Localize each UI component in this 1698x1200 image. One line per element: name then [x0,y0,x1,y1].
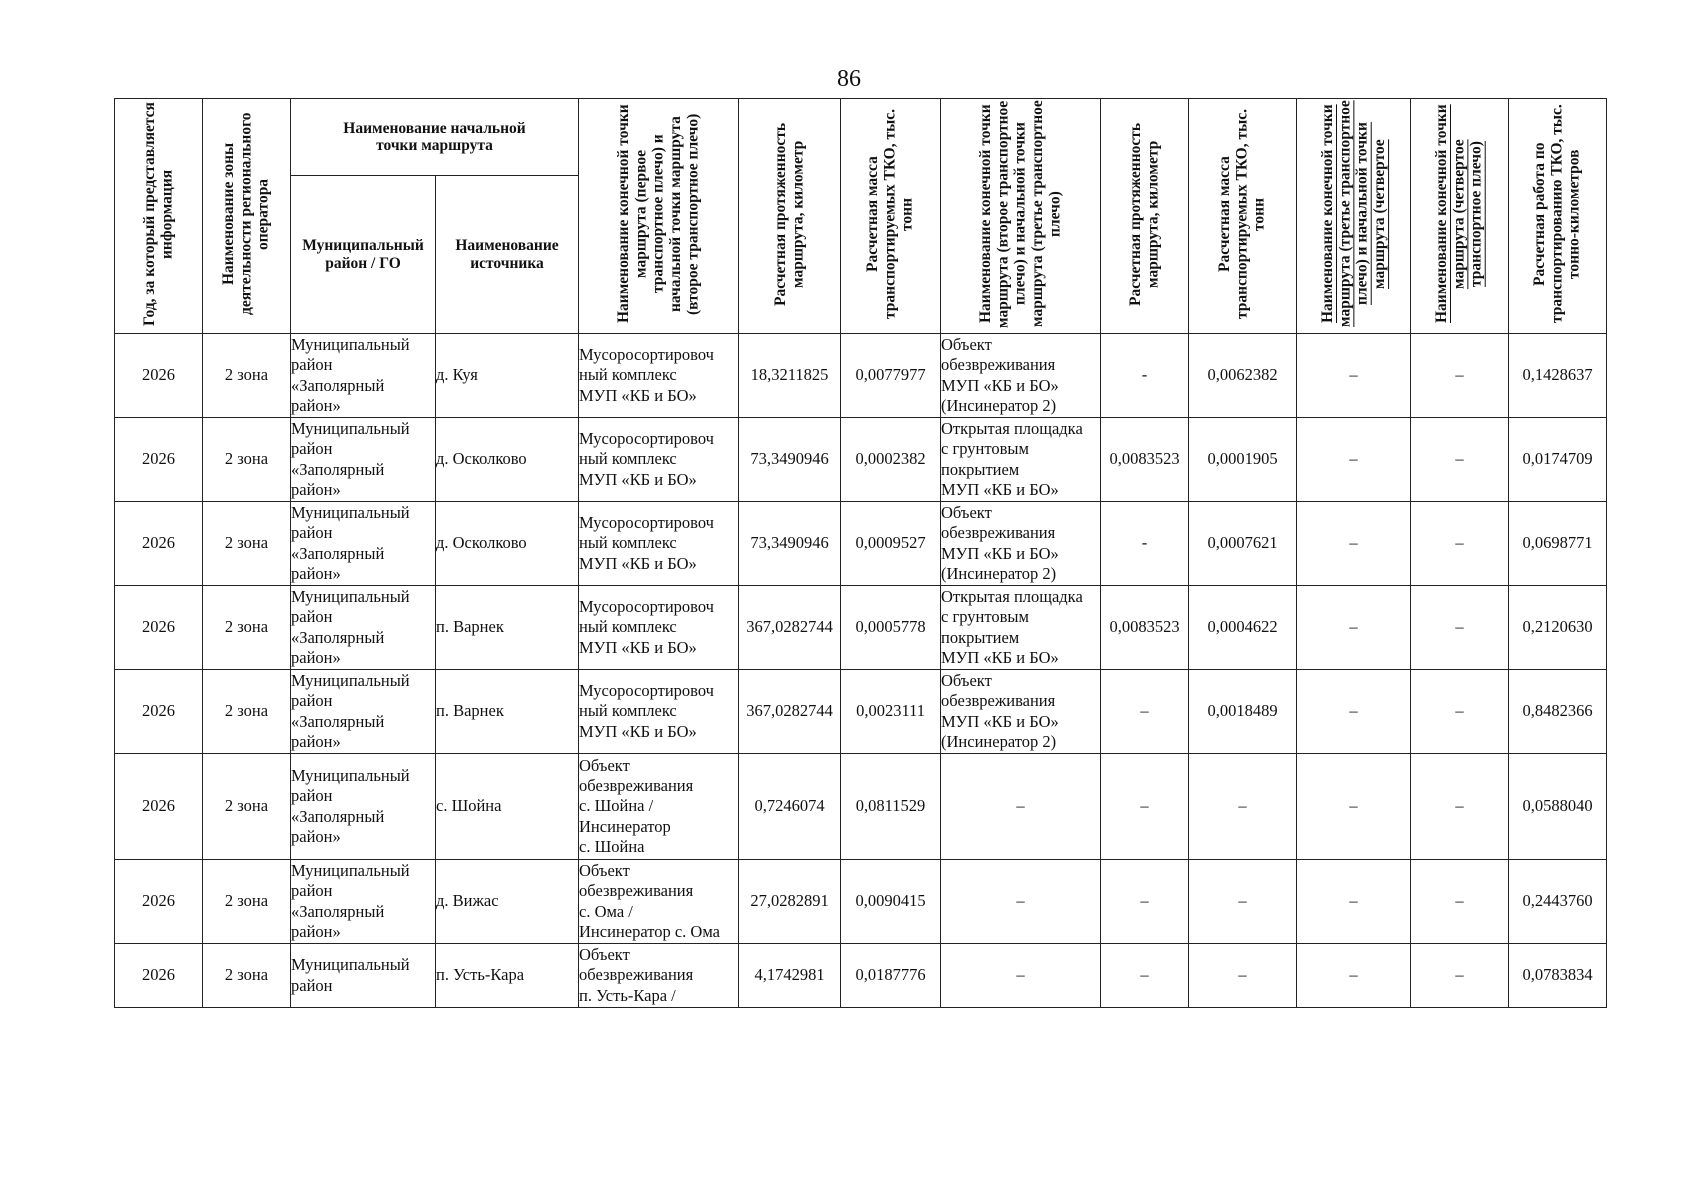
cell-end-point-1-line: п. Усть-Кара / [579,985,676,1005]
cell-end-point-1-line: МУП «КБ и БО» [579,553,697,573]
cell-mass-1: 0,0187776 [841,944,941,1008]
cell-end-point-3: – [1297,670,1411,754]
cell-zone: 2 зона [203,418,291,502]
cell-municipality-line: Муниципальный [291,861,410,881]
cell-end-point-1-line: МУП «КБ и БО» [579,469,697,489]
cell-source: п. Варнек [436,670,579,754]
cell-end-point-1 [579,502,739,586]
cell-zone: 2 зона [203,860,291,944]
cell-mass-1: 0,0005778 [841,586,941,670]
cell-mass-2: 0,0004622 [1189,586,1297,670]
cell-length-2: – [1101,944,1189,1008]
cell-end-point-1-line: Объект [579,756,630,776]
cell-zone: 2 зона [203,502,291,586]
cell-municipality-line: район» [291,921,341,941]
header-start-point: Наименование начальной точки маршрута [291,99,579,176]
cell-municipality-line: Муниципальный [291,587,410,607]
cell-end-point-2-line: покрытием [941,459,1020,479]
cell-municipality-line: район» [291,563,341,583]
cell-municipality-line: район [291,786,333,806]
cell-municipality-line: Муниципальный [291,955,410,975]
table-row [115,670,1607,754]
cell-municipality-line: Муниципальный [291,419,410,439]
cell-municipality-line: район [291,881,333,901]
cell-work: 0,0698771 [1509,502,1607,586]
cell-zone: 2 зона [203,754,291,860]
cell-mass-2: 0,0018489 [1189,670,1297,754]
cell-source: д. Вижас [436,860,579,944]
cell-end-point-1-line: Объект [579,945,630,965]
cell-municipality [291,502,436,586]
cell-municipality-line: район [291,975,333,995]
cell-mass-2: – [1189,944,1297,1008]
cell-work: 0,8482366 [1509,670,1607,754]
cell-end-point-2-line: Объект [941,503,992,523]
cell-mass-2: 0,0062382 [1189,334,1297,418]
cell-municipality-line: район» [291,395,341,415]
cell-municipality [291,334,436,418]
cell-end-point-1-line: ный комплекс [579,365,677,385]
cell-source: д. Осколково [436,418,579,502]
cell-end-point-1-line: Инсинератор с. Ома [579,921,720,941]
cell-end-point-2 [941,944,1101,1008]
cell-year: 2026 [115,586,203,670]
cell-municipality [291,670,436,754]
cell-end-point-1 [579,860,739,944]
cell-end-point-2-line: (Инсинератор 2) [941,731,1057,751]
header-mass-2: Расчетная масса транспортируемых ТКО, тыс. тонн [1189,99,1297,334]
cell-length-1: 0,7246074 [739,754,841,860]
cell-length-2: - [1101,502,1189,586]
cell-end-point-4: – [1411,502,1509,586]
header-mass-1: Расчетная масса транспортируемых ТКО, тыс. тонн [841,99,941,334]
cell-municipality-line: «Заполярный [291,627,385,647]
cell-municipality-line: «Заполярный [291,375,385,395]
cell-end-point-1-line: Мусоросортировоч [579,597,714,617]
table-row [115,586,1607,670]
header-municipality: Муниципальный район / ГО [291,176,436,334]
cell-end-point-3: – [1297,860,1411,944]
table-row [115,860,1607,944]
table-row [115,334,1607,418]
cell-end-point-1 [579,944,739,1008]
cell-end-point-1-line: Мусоросортировоч [579,429,714,449]
header-end-point-4: Наименование конечной точки маршрута (четвертое транспортное плечо) [1411,99,1509,334]
cell-end-point-2-line: МУП «КБ и БО» [941,375,1059,395]
cell-end-point-2-line: МУП «КБ и БО» [941,479,1059,499]
cell-mass-2: – [1189,860,1297,944]
cell-municipality-line: «Заполярный [291,459,385,479]
cell-end-point-2-line: – [1016,891,1025,911]
cell-end-point-2-line: (Инсинератор 2) [941,395,1057,415]
header-work: Расчетная работа по транспортированию ТКО, тыс. тонно-километров [1509,99,1607,334]
cell-end-point-2-line: обезвреживания [941,523,1056,543]
cell-end-point-1-line: Объект [579,861,630,881]
header-source: Наименование источника [436,176,579,334]
header-end-point-3: Наименование конечной точки маршрута (третье транспортное плечо) и начальной точки маршрута (четвертое [1297,99,1411,334]
cell-end-point-1-line: обезвреживания [579,776,694,796]
cell-end-point-2-line: – [1016,965,1025,985]
table-row [115,754,1607,860]
cell-source: д. Куя [436,334,579,418]
table-row [115,418,1607,502]
cell-municipality-line: район» [291,731,341,751]
cell-year: 2026 [115,754,203,860]
cell-municipality-line: «Заполярный [291,901,385,921]
table-row [115,502,1607,586]
cell-zone: 2 зона [203,944,291,1008]
cell-end-point-3: – [1297,754,1411,860]
cell-municipality-line: район» [291,647,341,667]
cell-end-point-2-line: Открытая площадка [941,419,1083,439]
cell-end-point-1-line: Мусоросортировоч [579,681,714,701]
cell-end-point-2-line: (Инсинератор 2) [941,563,1057,583]
cell-end-point-1-line: обезвреживания [579,965,694,985]
cell-end-point-1-line: ный комплекс [579,533,677,553]
cell-end-point-1-line: с. Ома / [579,901,633,921]
cell-end-point-2-line: обезвреживания [941,691,1056,711]
cell-year: 2026 [115,670,203,754]
cell-end-point-2-line: – [1016,796,1025,816]
cell-end-point-4: – [1411,334,1509,418]
cell-source: п. Усть-Кара [436,944,579,1008]
cell-municipality-line: район [291,523,333,543]
cell-municipality-line: Муниципальный [291,503,410,523]
cell-end-point-1 [579,586,739,670]
cell-end-point-2-line: с грунтовым [941,439,1029,459]
cell-end-point-1-line: МУП «КБ и БО» [579,721,697,741]
cell-end-point-1-line: МУП «КБ и БО» [579,637,697,657]
table-body [115,334,1607,1008]
cell-municipality [291,418,436,502]
cell-work: 0,2120630 [1509,586,1607,670]
cell-length-1: 367,0282744 [739,670,841,754]
cell-municipality-line: район [291,439,333,459]
cell-end-point-2-line: Объект [941,671,992,691]
cell-municipality-line: район» [291,826,341,846]
cell-year: 2026 [115,418,203,502]
cell-source: п. Варнек [436,586,579,670]
cell-end-point-1-line: с. Шойна / [579,796,654,816]
cell-mass-1: 0,0023111 [841,670,941,754]
cell-end-point-4: – [1411,860,1509,944]
cell-end-point-1-line: ный комплекс [579,617,677,637]
cell-municipality-line: «Заполярный [291,543,385,563]
routes-table [114,98,1607,1008]
cell-end-point-1 [579,418,739,502]
cell-end-point-1 [579,334,739,418]
header-year: Год, за который представляется информация [115,99,203,334]
table-header [115,99,1607,334]
cell-end-point-2 [941,418,1101,502]
cell-mass-1: 0,0090415 [841,860,941,944]
cell-zone: 2 зона [203,670,291,754]
cell-end-point-1-line: ный комплекс [579,449,677,469]
cell-end-point-1-line: обезвреживания [579,881,694,901]
cell-mass-1: 0,0002382 [841,418,941,502]
cell-end-point-4: – [1411,418,1509,502]
cell-end-point-1-line: Мусоросортировоч [579,345,714,365]
cell-year: 2026 [115,860,203,944]
cell-end-point-2-line: покрытием [941,627,1020,647]
cell-work: 0,0783834 [1509,944,1607,1008]
cell-end-point-1 [579,754,739,860]
cell-end-point-1 [579,670,739,754]
cell-municipality [291,586,436,670]
cell-length-2: – [1101,860,1189,944]
cell-end-point-2 [941,586,1101,670]
cell-end-point-1-line: ный комплекс [579,701,677,721]
cell-end-point-3: – [1297,418,1411,502]
cell-mass-1: 0,0077977 [841,334,941,418]
cell-length-1: 367,0282744 [739,586,841,670]
cell-mass-2: – [1189,754,1297,860]
cell-end-point-2 [941,334,1101,418]
cell-source: с. Шойна [436,754,579,860]
header-end-point-1: Наименование конечной точки маршрута (первое транспортное плечо) и начальной точки маршрута (второе транспортное плечо) [579,99,739,334]
cell-end-point-4: – [1411,754,1509,860]
cell-work: 0,0588040 [1509,754,1607,860]
cell-length-1: 4,1742981 [739,944,841,1008]
cell-end-point-3: – [1297,586,1411,670]
cell-mass-1: 0,0811529 [841,754,941,860]
cell-length-2: 0,0083523 [1101,586,1189,670]
header-zone: Наименование зоны деятельности регионального оператора [203,99,291,334]
cell-end-point-2-line: Открытая площадка [941,587,1083,607]
cell-length-2: 0,0083523 [1101,418,1189,502]
cell-length-1: 27,0282891 [739,860,841,944]
cell-municipality [291,860,436,944]
cell-end-point-2-line: Объект [941,335,992,355]
cell-end-point-2-line: с грунтовым [941,607,1029,627]
cell-end-point-3: – [1297,944,1411,1008]
cell-municipality-line: Муниципальный [291,335,410,355]
cell-work: 0,0174709 [1509,418,1607,502]
cell-end-point-2 [941,502,1101,586]
cell-end-point-2-line: МУП «КБ и БО» [941,711,1059,731]
header-length-2: Расчетная протяженность маршрута, километр [1101,99,1189,334]
cell-municipality-line: «Заполярный [291,711,385,731]
cell-mass-1: 0,0009527 [841,502,941,586]
cell-mass-2: 0,0001905 [1189,418,1297,502]
cell-mass-2: 0,0007621 [1189,502,1297,586]
cell-end-point-4: – [1411,670,1509,754]
header-length-1: Расчетная протяженность маршрута, километр [739,99,841,334]
cell-end-point-2-line: МУП «КБ и БО» [941,543,1059,563]
cell-length-1: 73,3490946 [739,502,841,586]
cell-end-point-2-line: МУП «КБ и БО» [941,647,1059,667]
cell-municipality-line: Муниципальный [291,766,410,786]
cell-zone: 2 зона [203,334,291,418]
cell-end-point-2 [941,754,1101,860]
cell-municipality [291,944,436,1008]
cell-municipality-line: район [291,355,333,375]
cell-zone: 2 зона [203,586,291,670]
cell-end-point-2 [941,670,1101,754]
cell-end-point-3: – [1297,334,1411,418]
cell-work: 0,2443760 [1509,860,1607,944]
cell-end-point-2-line: обезвреживания [941,355,1056,375]
cell-end-point-3: – [1297,502,1411,586]
cell-length-2: – [1101,754,1189,860]
cell-end-point-1-line: с. Шойна [579,836,645,856]
cell-work: 0,1428637 [1509,334,1607,418]
table-row [115,944,1607,1008]
cell-length-1: 73,3490946 [739,418,841,502]
cell-end-point-1-line: Инсинератор [579,816,671,836]
cell-end-point-1-line: МУП «КБ и БО» [579,385,697,405]
cell-length-2: - [1101,334,1189,418]
cell-municipality-line: район» [291,479,341,499]
cell-length-2: – [1101,670,1189,754]
cell-municipality-line: район [291,607,333,627]
cell-municipality-line: Муниципальный [291,671,410,691]
page-number: 86 [837,66,861,92]
cell-end-point-4: – [1411,586,1509,670]
cell-municipality-line: район [291,691,333,711]
cell-end-point-4: – [1411,944,1509,1008]
cell-source: д. Осколково [436,502,579,586]
cell-year: 2026 [115,944,203,1008]
cell-end-point-2 [941,860,1101,944]
cell-municipality-line: «Заполярный [291,806,385,826]
cell-year: 2026 [115,502,203,586]
cell-year: 2026 [115,334,203,418]
cell-end-point-1-line: Мусоросортировоч [579,513,714,533]
cell-length-1: 18,3211825 [739,334,841,418]
header-end-point-2: Наименование конечной точки маршрута (второе транспортное плечо) и начальной точки маршрута (третье транспортное плечо) [941,99,1101,334]
cell-municipality [291,754,436,860]
